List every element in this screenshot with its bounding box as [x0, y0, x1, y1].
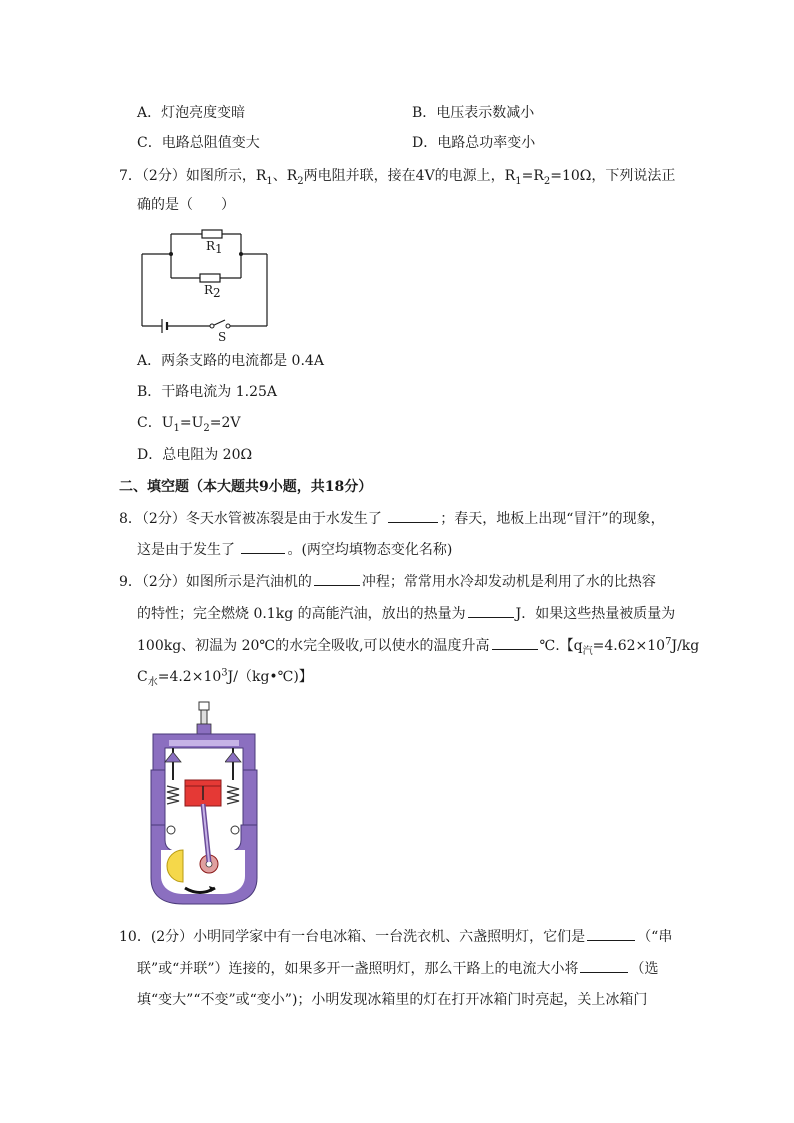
answer-blank	[468, 603, 514, 618]
q7-circuit-diagram	[138, 226, 273, 344]
q7-stem-line2: 确的是（ ）	[137, 197, 235, 213]
q6-option-c: C．电路总阻值变大	[137, 135, 260, 151]
engine-cylinder-diagram	[143, 700, 263, 905]
answer-blank	[241, 539, 285, 554]
answer-blank	[388, 508, 438, 523]
answer-blank	[580, 958, 628, 973]
svg-text:1: 1	[215, 242, 223, 256]
q7-stem-line1: 7．（2分）如图所示，$R_1$、$R_2$两电阻并联，接在4V的电源上，$R_1=R_2=10\Omega$，下列说法正	[119, 168, 676, 187]
q6-option-a: A．灯泡亮度变暗	[137, 105, 246, 121]
svg-text:2: 2	[213, 286, 221, 300]
label-r1: R	[206, 239, 216, 253]
q10-line1: 10．(2分）小明同学家中有一台电冰箱、一台洗衣机、六盏照明灯，它们是 （“串	[119, 926, 672, 947]
label-r2: R	[204, 283, 214, 297]
answer-blank	[492, 635, 538, 650]
q7-option-b: B．干路电流为 1.25A	[137, 384, 278, 400]
q7-option-d: D．总电阻为 20Ω	[137, 447, 253, 463]
resistor-r1	[202, 230, 222, 238]
q7-option-c: C．$U_1=U_2=2V$	[137, 415, 241, 434]
q9-line3: 100kg、初温为 20℃的水完全吸收,可以使水的温度升高 ℃.【$q_汽=4.62\times 10^7J/kg$	[137, 636, 700, 657]
q10-line3: 填“变大”“不变”或“变小”)；小明发现冰箱里的灯在打开冰箱门时亮起，关上冰箱门	[137, 992, 648, 1008]
q6-option-b: B．电压表示数减小	[412, 105, 535, 121]
q8-line2: 这是由于发生了 。(两空均填物态变化名称)	[137, 539, 452, 560]
q7-option-a: A．两条支路的电流都是 0.4A	[137, 353, 324, 369]
q6-option-d: D．电路总功率变小	[412, 135, 536, 151]
q10-line2: 联”或“并联”）连接的，如果多开一盏照明灯，那么干路上的电流大小将 （选	[137, 958, 658, 979]
q9-line4: $C_水=4.2\times 10^3J/(kg•℃)$】	[137, 667, 313, 688]
q9-line2: 的特性；完全燃烧 0.1kg 的高能汽油，放出的热量为 J．如果这些热量被质量为	[137, 603, 675, 624]
label-switch: S	[218, 330, 227, 344]
q8-line1: 8．（2分）冬天水管被冻裂是由于水发生了 ；春天，地板上出现“冒汗”的现象，	[119, 508, 665, 529]
answer-blank	[587, 926, 635, 941]
q9-line1: 9．（2分）如图所示是汽油机的 冲程；常常用水冷却发动机是利用了水的比热容	[119, 571, 656, 592]
resistor-r2	[200, 274, 220, 282]
section-heading: 二、填空题（本大题共9小题，共18分）	[119, 479, 373, 495]
answer-blank	[314, 571, 360, 586]
